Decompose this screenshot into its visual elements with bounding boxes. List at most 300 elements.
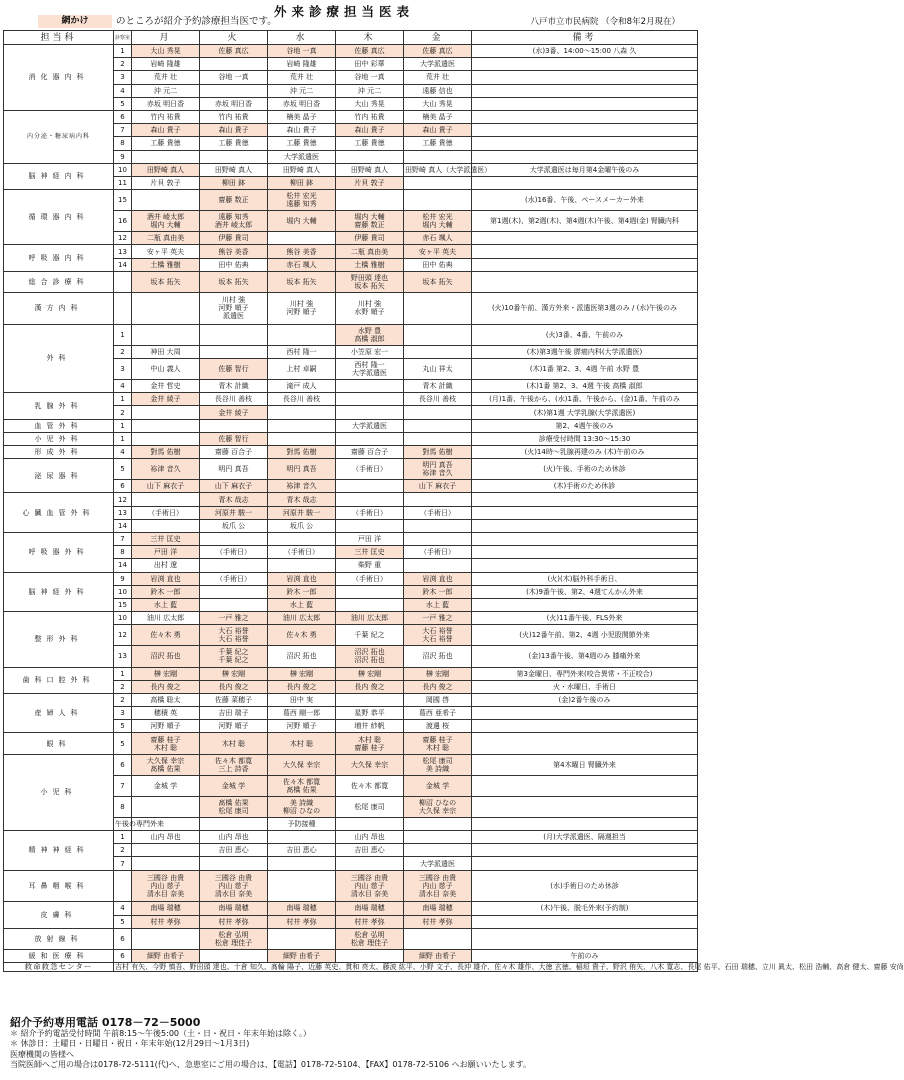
schedule-row	[4, 432, 698, 445]
doctor-name: 坂本 拓矢	[218, 277, 249, 286]
doctor-name: 沼沢 拓也	[354, 656, 385, 665]
doctor-cell	[200, 506, 268, 519]
schedule-row	[4, 667, 698, 680]
emergency-row	[4, 963, 698, 972]
doctor-cell	[200, 667, 268, 680]
doctor-name: 河野 順子	[286, 308, 317, 317]
doctor-name: 袮津 音久	[422, 469, 453, 478]
remarks-cell	[472, 533, 698, 546]
doctor-name: 山下 麻衣子	[418, 482, 457, 491]
doctor-name: 佐々木 都寛	[214, 756, 253, 765]
doctor-cell	[132, 493, 200, 506]
doctor-name: 川村 強	[357, 300, 382, 309]
doctor-cell	[404, 817, 472, 830]
doctor-name: 坂爪 公	[289, 521, 314, 530]
doctor-cell	[200, 324, 268, 345]
doctor-cell	[268, 506, 336, 519]
doctor-cell	[336, 646, 404, 667]
exam-room-number: 7	[114, 124, 132, 137]
doctor-name: 安ヶ平 英夫	[418, 247, 457, 256]
exam-room-number: 11	[114, 176, 132, 189]
doctor-name: 大久保 幸宗	[282, 760, 321, 769]
doctor-cell	[336, 796, 404, 817]
doctor-name: 内山 慈子	[422, 882, 453, 890]
doctor-cell	[404, 459, 472, 480]
doctor-cell	[132, 693, 200, 706]
doctor-name: 細野 由希子	[282, 951, 321, 960]
doctor-cell	[404, 493, 472, 506]
doctor-cell	[132, 271, 200, 292]
exam-room-number: 1	[114, 831, 132, 844]
doctor-cell	[200, 870, 268, 902]
doctor-name: 松尾 康司	[218, 806, 249, 815]
doctor-cell	[132, 97, 200, 110]
doctor-cell	[404, 176, 472, 189]
doctor-name: 大山 秀晃	[150, 47, 181, 56]
doctor-cell	[132, 380, 200, 393]
doctor-cell	[404, 211, 472, 232]
doctor-cell	[268, 733, 336, 754]
doctor-name: 沼沢 拓也	[354, 648, 385, 657]
doctor-name: 田野崎 真人	[282, 165, 321, 174]
doctor-name: 榊 宏剛	[289, 669, 314, 678]
exam-room-number: 1	[114, 324, 132, 345]
doctor-name: 荒井 壮	[425, 73, 450, 82]
doctor-cell	[336, 345, 404, 358]
doctor-name: 松井 宏光	[422, 213, 453, 222]
schedule-row	[4, 831, 698, 844]
legend-shaded-box: 網かけ	[38, 15, 112, 28]
exam-room-number: 8	[114, 796, 132, 817]
doctor-cell	[268, 559, 336, 572]
remarks-cell: 火・水曜日、手術日	[472, 680, 698, 693]
doctor-cell	[268, 45, 336, 58]
schedule-row	[4, 754, 698, 775]
doctor-name: （手術日）	[216, 574, 251, 583]
doctor-cell	[268, 324, 336, 345]
remarks-cell	[472, 844, 698, 857]
doctor-cell	[132, 163, 200, 176]
doctor-name: 千葉 紀之	[218, 656, 249, 665]
doctor-name: 二瓶 真由美	[146, 234, 185, 243]
schedule-row	[4, 292, 698, 324]
doctor-name: 青木 計織	[218, 382, 249, 391]
doctor-name: 松井 宏光	[286, 192, 317, 201]
exam-room-number: 13	[114, 506, 132, 519]
doctor-cell	[268, 163, 336, 176]
header-thu: 木	[336, 31, 404, 45]
emergency-doctors: 吉村 有矢、今野 慎吾、野田頭 達也、十倉 知久、髙輪 陽子、近藤 英史、貫和 亮太、藤波 紘平、小野 文子、長沖 雄介、佐々木 雄作、大徳 玄徳、稲垣 貴子、野沢 侑矢、八木 寛志、長尾 佑平、石田 瑞穂、立川 眞太、松田 浩輔、高倉 健太、齋藤 安尚	[115, 963, 904, 972]
doctor-name: 工藤 貴徳	[150, 139, 181, 148]
doctor-cell	[404, 150, 472, 163]
doctor-cell	[200, 796, 268, 817]
doctor-cell	[200, 585, 268, 598]
schedule-row	[4, 459, 698, 480]
doctor-cell	[132, 176, 200, 189]
doctor-cell	[132, 137, 200, 150]
doctor-cell	[200, 693, 268, 706]
doctor-cell	[336, 817, 404, 830]
doctor-cell	[200, 612, 268, 625]
department-name: 放射線科	[4, 928, 114, 949]
doctor-name: 木村 聡	[153, 743, 178, 752]
doctor-cell	[132, 84, 200, 97]
doctor-cell	[404, 345, 472, 358]
doctor-name: 松倉 理佳子	[350, 938, 389, 947]
doctor-cell	[336, 844, 404, 857]
doctor-cell	[336, 506, 404, 519]
doctor-name: 千葉 紀之	[218, 648, 249, 657]
exam-room-number: 12	[114, 625, 132, 646]
remarks-cell: (火)3番、4番、午前のみ	[472, 324, 698, 345]
doctor-name: 三井 匡史	[150, 535, 181, 544]
doctor-name: 細野 由希子	[146, 951, 185, 960]
doctor-name: 榊 宏剛	[425, 669, 450, 678]
doctor-cell	[268, 380, 336, 393]
schedule-row	[4, 190, 698, 211]
department-name: 呼吸器内科	[4, 245, 114, 271]
doctor-cell	[336, 915, 404, 928]
remarks-cell: 第2、4週午後のみ	[472, 419, 698, 432]
doctor-cell	[200, 480, 268, 493]
doctor-cell	[336, 445, 404, 458]
doctor-name: 田中 佑典	[218, 260, 249, 269]
schedule-row	[4, 245, 698, 258]
doctor-name: 袮津 音久	[150, 465, 181, 474]
doctor-name: 金井 綾子	[150, 395, 181, 404]
doctor-name: 堀内 大輔	[150, 221, 181, 230]
doctor-cell	[200, 459, 268, 480]
header-notes: 備考	[472, 31, 698, 45]
doctor-name: 金城 学	[221, 781, 246, 790]
doctor-name: 沖 元二	[289, 86, 314, 95]
doctor-cell	[132, 572, 200, 585]
doctor-cell	[200, 546, 268, 559]
doctor-name: 油川 広太郎	[350, 614, 389, 623]
schedule-row	[4, 324, 698, 345]
doctor-cell	[132, 506, 200, 519]
doctor-name: 木村 聡	[425, 743, 450, 752]
doctor-cell	[336, 949, 404, 962]
doctor-name: 田野崎 真人	[350, 165, 389, 174]
schedule-row	[4, 533, 698, 546]
doctor-cell	[200, 271, 268, 292]
doctor-name: 沖 元二	[153, 86, 178, 95]
doctor-cell	[268, 928, 336, 949]
schedule-row	[4, 493, 698, 506]
schedule-row	[4, 110, 698, 123]
doctor-name: 南場 瑞穂	[422, 904, 453, 913]
doctor-cell	[336, 163, 404, 176]
doctor-cell	[336, 45, 404, 58]
doctor-name: 大久保 幸宗	[146, 756, 185, 765]
doctor-name: 長谷川 善枝	[214, 395, 253, 404]
doctor-cell	[132, 58, 200, 71]
department-name: 耳鼻咽喉科	[4, 870, 114, 902]
remarks-cell	[472, 559, 698, 572]
doctor-name: 水上 藍	[425, 601, 450, 610]
doctor-name: 山内 昂也	[354, 833, 385, 842]
doctor-name: 田中 彩華	[354, 60, 385, 69]
doctor-name: 戸田 洋	[357, 535, 382, 544]
remarks-cell: (水)16番、午後、ペースメーカー外来	[472, 190, 698, 211]
doctor-name: 松倉 弘明	[354, 930, 385, 939]
doctor-name: 工藤 貴徳	[354, 139, 385, 148]
doctor-name: （手術日）	[352, 465, 387, 474]
doctor-cell	[404, 928, 472, 949]
doctor-cell	[404, 646, 472, 667]
exam-room-number: 10	[114, 612, 132, 625]
remarks-cell	[472, 176, 698, 189]
exam-room-number	[114, 271, 132, 292]
doctor-name: 鈴木 一郎	[150, 587, 181, 596]
doctor-name: 長内 俊之	[218, 682, 249, 691]
doctor-name: 酒井 崚太郎	[214, 221, 253, 230]
doctor-cell	[132, 292, 200, 324]
doctor-name: 大石 裕誉	[422, 627, 453, 636]
remarks-cell: (火)11番午後、FLS外来	[472, 612, 698, 625]
doctor-cell	[404, 245, 472, 258]
doctor-name: 遠藤 知秀	[286, 200, 317, 209]
exam-room-number: 15	[114, 598, 132, 611]
doctor-name: 岩崎 隆雄	[150, 60, 181, 69]
doctor-name: 大学派遣医	[420, 859, 455, 868]
doctor-cell	[268, 844, 336, 857]
doctor-cell	[336, 459, 404, 480]
exam-room-number: 5	[114, 733, 132, 754]
exam-room-number: 2	[114, 844, 132, 857]
doctor-name: 西村 隆一	[286, 347, 317, 356]
doctor-name: 佐藤 智行	[218, 434, 249, 443]
doctor-cell	[268, 680, 336, 693]
doctor-cell	[336, 519, 404, 532]
doctor-cell	[336, 667, 404, 680]
doctor-name: 上村 卓嗣	[286, 364, 317, 373]
doctor-cell	[336, 754, 404, 775]
doctor-cell	[404, 720, 472, 733]
doctor-cell	[336, 625, 404, 646]
doctor-name: 田野崎 真人	[146, 165, 185, 174]
department-name: 循環器内科	[4, 190, 114, 245]
schedule-row	[4, 949, 698, 962]
exam-room-number: 9	[114, 572, 132, 585]
header-room: 診察室	[114, 31, 132, 45]
doctor-cell	[132, 519, 200, 532]
doctor-cell	[268, 150, 336, 163]
exam-room-number: 6	[114, 110, 132, 123]
doctor-cell	[132, 533, 200, 546]
doctor-name: 三國谷 由貴	[146, 874, 185, 882]
doctor-name: 田中 実	[289, 696, 314, 705]
doctor-cell	[200, 831, 268, 844]
doctor-name: 村井 孝弥	[286, 917, 317, 926]
doctor-cell	[132, 480, 200, 493]
doctor-name: 土橋 雅樹	[150, 260, 181, 269]
remarks-cell	[472, 71, 698, 84]
doctor-cell	[336, 58, 404, 71]
doctor-cell	[268, 915, 336, 928]
schedule-row	[4, 572, 698, 585]
doctor-cell	[268, 546, 336, 559]
page-title: 外来診療担当医表	[273, 4, 414, 19]
doctor-name: 遠藤 知秀	[218, 213, 249, 222]
footer-phone: 紹介予約専用電話 0178－72－5000	[10, 1016, 201, 1029]
doctor-name: 工藤 貴徳	[286, 139, 317, 148]
doctor-name: 安ヶ平 英夫	[146, 247, 185, 256]
doctor-cell	[268, 258, 336, 271]
doctor-name: 金城 学	[153, 781, 178, 790]
doctor-name: （手術日）	[352, 574, 387, 583]
doctor-cell	[200, 928, 268, 949]
doctor-cell	[404, 667, 472, 680]
remarks-cell	[472, 928, 698, 949]
doctor-name: 大石 裕誉	[218, 635, 249, 644]
remarks-cell	[472, 232, 698, 245]
doctor-cell	[200, 432, 268, 445]
doctor-name: 長内 俊之	[354, 682, 385, 691]
doctor-cell	[268, 445, 336, 458]
doctor-cell	[132, 902, 200, 915]
doctor-cell	[200, 124, 268, 137]
doctor-cell	[336, 585, 404, 598]
doctor-name: 柴野 重	[357, 561, 382, 570]
doctor-cell	[404, 71, 472, 84]
doctor-cell	[268, 493, 336, 506]
doctor-name: 村井 孝弥	[354, 917, 385, 926]
doctor-cell	[268, 176, 336, 189]
doctor-name: 榊 宏剛	[153, 669, 178, 678]
remarks-cell	[472, 493, 698, 506]
doctor-name: 金井 哲史	[150, 382, 181, 391]
doctor-name: 佐藤 真広	[354, 47, 385, 56]
doctor-name: 長内 俊之	[150, 682, 181, 691]
doctor-cell	[404, 97, 472, 110]
doctor-cell	[132, 680, 200, 693]
doctor-cell	[268, 137, 336, 150]
exam-room-number: 1	[114, 667, 132, 680]
doctor-name: 千葉 紀之	[354, 631, 385, 640]
doctor-name: 赤坂 明日香	[146, 99, 185, 108]
remarks-cell: (木)1番 第2、3、4週 午後 高橋 淑郎	[472, 380, 698, 393]
doctor-name: 榊 宏剛	[357, 669, 382, 678]
department-name: 整形外科	[4, 612, 114, 667]
exam-room-number: 10	[114, 163, 132, 176]
exam-room-number: 1	[114, 45, 132, 58]
doctor-cell	[132, 844, 200, 857]
doctor-name: 工藤 貴徳	[422, 139, 453, 148]
doctor-cell	[132, 915, 200, 928]
doctor-name: 河原井 駿一	[214, 508, 253, 517]
footer-line: ＊ 紹介予約電話受付時間 午前8:15～午後5:00（土・日・祝日・年末年始は除く。）	[10, 1028, 311, 1038]
legend-text: のところが紹介予約診療担当医です。	[116, 16, 277, 27]
doctor-name: 清水目 奈美	[418, 890, 457, 898]
doctor-cell	[268, 97, 336, 110]
exam-room-number: 9	[114, 150, 132, 163]
doctor-cell	[132, 585, 200, 598]
doctor-name: 美 詩織	[425, 764, 450, 773]
remarks-cell: 午前のみ	[472, 949, 698, 962]
department-name: 心臓血管外科	[4, 493, 114, 533]
doctor-cell	[404, 754, 472, 775]
doctor-cell	[336, 271, 404, 292]
doctor-name: 工藤 貴徳	[218, 139, 249, 148]
footer-line: ＊ 休診日：土曜日・日曜日・祝日・年末年始(12月29日～1月3日)	[10, 1039, 250, 1048]
exam-room-number: 2	[114, 680, 132, 693]
doctor-name: 熊谷 美香	[286, 247, 317, 256]
doctor-cell	[200, 775, 268, 796]
department-name: 小児科	[4, 754, 114, 831]
exam-room-number: 2	[114, 406, 132, 419]
doctor-name: 二瓶 真由美	[350, 247, 389, 256]
remarks-cell	[472, 915, 698, 928]
department-name: 脳神経外科	[4, 572, 114, 612]
doctor-name: 大学派遣医	[352, 421, 387, 430]
doctor-cell	[200, 857, 268, 870]
doctor-cell	[268, 625, 336, 646]
doctor-name: 齋藤 桂子	[150, 735, 181, 744]
doctor-name: 山内 昂也	[218, 833, 249, 842]
doctor-name: 堀内 大輔	[286, 217, 317, 226]
doctor-cell	[404, 585, 472, 598]
doctor-cell	[200, 680, 268, 693]
exam-room-number: 1	[114, 432, 132, 445]
exam-room-number: 10	[114, 585, 132, 598]
doctor-cell	[200, 493, 268, 506]
doctor-cell	[132, 324, 200, 345]
doctor-name: 佐々木 勇	[286, 631, 317, 640]
doctor-cell	[404, 831, 472, 844]
remarks-cell	[472, 598, 698, 611]
doctor-cell	[404, 480, 472, 493]
doctor-name: 三井 匡史	[354, 548, 385, 557]
doctor-cell	[336, 358, 404, 379]
doctor-name: 山下 麻衣子	[146, 482, 185, 491]
doctor-cell	[336, 419, 404, 432]
doctor-name: 酒井 崚太郎	[146, 213, 185, 222]
doctor-name: 南場 瑞穂	[150, 904, 181, 913]
remarks-cell	[472, 258, 698, 271]
doctor-name: 高橋 聡太	[150, 696, 181, 705]
doctor-cell	[404, 232, 472, 245]
doctor-name: 遠藤 信也	[422, 86, 453, 95]
doctor-cell	[336, 380, 404, 393]
doctor-name: 川村 強	[289, 300, 314, 309]
doctor-name: 竹内 祐貴	[218, 113, 249, 122]
doctor-cell	[404, 775, 472, 796]
doctor-cell	[200, 176, 268, 189]
exam-room-number: 4	[114, 445, 132, 458]
doctor-cell	[132, 45, 200, 58]
doctor-cell	[200, 258, 268, 271]
doctor-cell	[268, 84, 336, 97]
doctor-cell	[132, 667, 200, 680]
doctor-cell	[336, 292, 404, 324]
doctor-name: 水野 豊	[357, 326, 382, 335]
exam-room-number: 4	[114, 84, 132, 97]
doctor-name: 神田 大周	[150, 347, 181, 356]
doctor-cell	[200, 817, 268, 830]
doctor-cell	[132, 232, 200, 245]
doctor-name: 佐々木 勇	[150, 631, 181, 640]
doctor-name: （手術日）	[420, 508, 455, 517]
department-name: 呼吸器外科	[4, 533, 114, 573]
exam-room-number: 6	[114, 480, 132, 493]
doctor-name: 中山 義人	[150, 364, 181, 373]
doctor-cell	[404, 572, 472, 585]
doctor-name: 佐々木 都寛	[282, 777, 321, 786]
doctor-name: 河野 順子	[150, 722, 181, 731]
schedule-row	[4, 733, 698, 754]
